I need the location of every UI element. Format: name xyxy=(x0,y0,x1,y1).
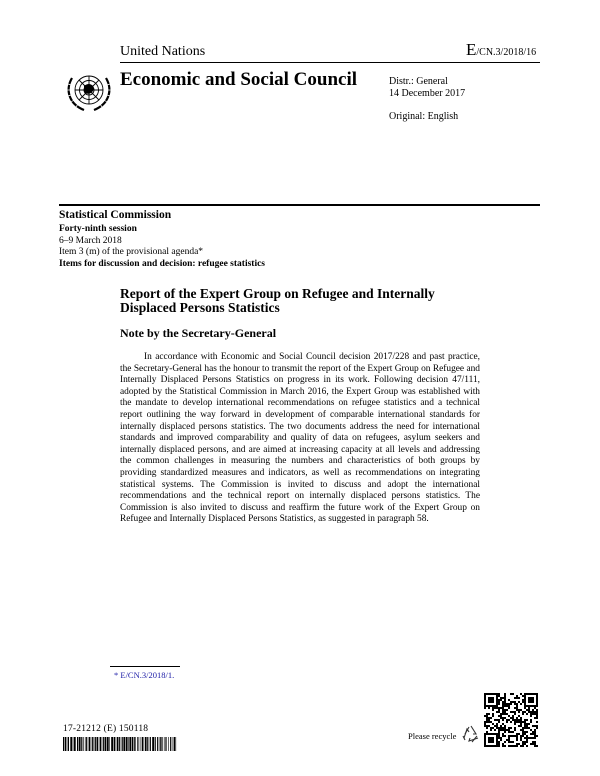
footnote-link[interactable]: * E/CN.3/2018/1. xyxy=(114,670,175,680)
issue-date: 14 December 2017 xyxy=(389,88,466,99)
distribution-label: Distr.: General xyxy=(389,76,448,87)
recycle-icon xyxy=(461,724,481,744)
recycle-label: Please recycle xyxy=(408,731,457,741)
session-name: Forty-ninth session xyxy=(59,224,137,234)
symbol-rest: /CN.3/2018/16 xyxy=(476,47,537,58)
document-symbol xyxy=(466,40,536,60)
footnote-rule xyxy=(110,666,180,667)
note-heading: Note by the Secretary-General xyxy=(120,326,277,340)
barcode-icon xyxy=(63,737,177,751)
org-name: United Nations xyxy=(120,44,206,59)
council-title: Economic and Social Council xyxy=(120,69,357,90)
un-emblem-icon xyxy=(62,68,116,116)
header-rule xyxy=(120,62,540,63)
agenda-item: Item 3 (m) of the provisional agenda* xyxy=(59,247,204,257)
report-title: Report of the Expert Group on Refugee and Internally Displaced Persons Statistics xyxy=(120,286,435,315)
body-paragraph: In accordance with Economic and Social Council decision 2017/228 and past practice, the Secretary-General has the honour to transmit the report of the Expert Group on Refugee and Internally Displaced Persons Statistics on progress in its work. Following decision 47/111, adopted by the Statistical Commission in March 2016, the Expert Group was established with the mandate to develop international recommendations on refugee statistics and a technical report outlining the way forward in development of comparable international standards for internally displaced persons statistics. The two documents address the need for international standards and improved comparability and quality of data on refugees, asylum seekers and internally displaced persons, and are aimed at increasing capacity at all levels and addressing the common challenges in measuring the numbers and characteristics of both groups by providing standardized measures and indicators, as well as recommendations on integrating statistical systems. The Commission is invited to discuss and adopt the international recommendations and the technical report on internally displaced persons statistics. The Commission is also invited to discuss and reaffirm the future work of the Expert Group on Refugee and Internally Displaced Persons Statistics, as suggested in paragraph 58. xyxy=(120,352,480,525)
original-language: Original: English xyxy=(389,111,459,122)
symbol-prefix: E xyxy=(466,40,477,59)
qr-code-icon xyxy=(484,693,538,747)
session-dates: 6–9 March 2018 xyxy=(59,235,122,246)
document-number: 17-21212 (E) 150118 xyxy=(63,724,149,734)
commission-name: Statistical Commission xyxy=(59,209,172,221)
distribution-block xyxy=(389,76,465,100)
section-rule xyxy=(59,204,540,206)
session-block xyxy=(59,224,265,270)
agenda-topic: Items for discussion and decision: refugee statistics xyxy=(59,258,266,269)
